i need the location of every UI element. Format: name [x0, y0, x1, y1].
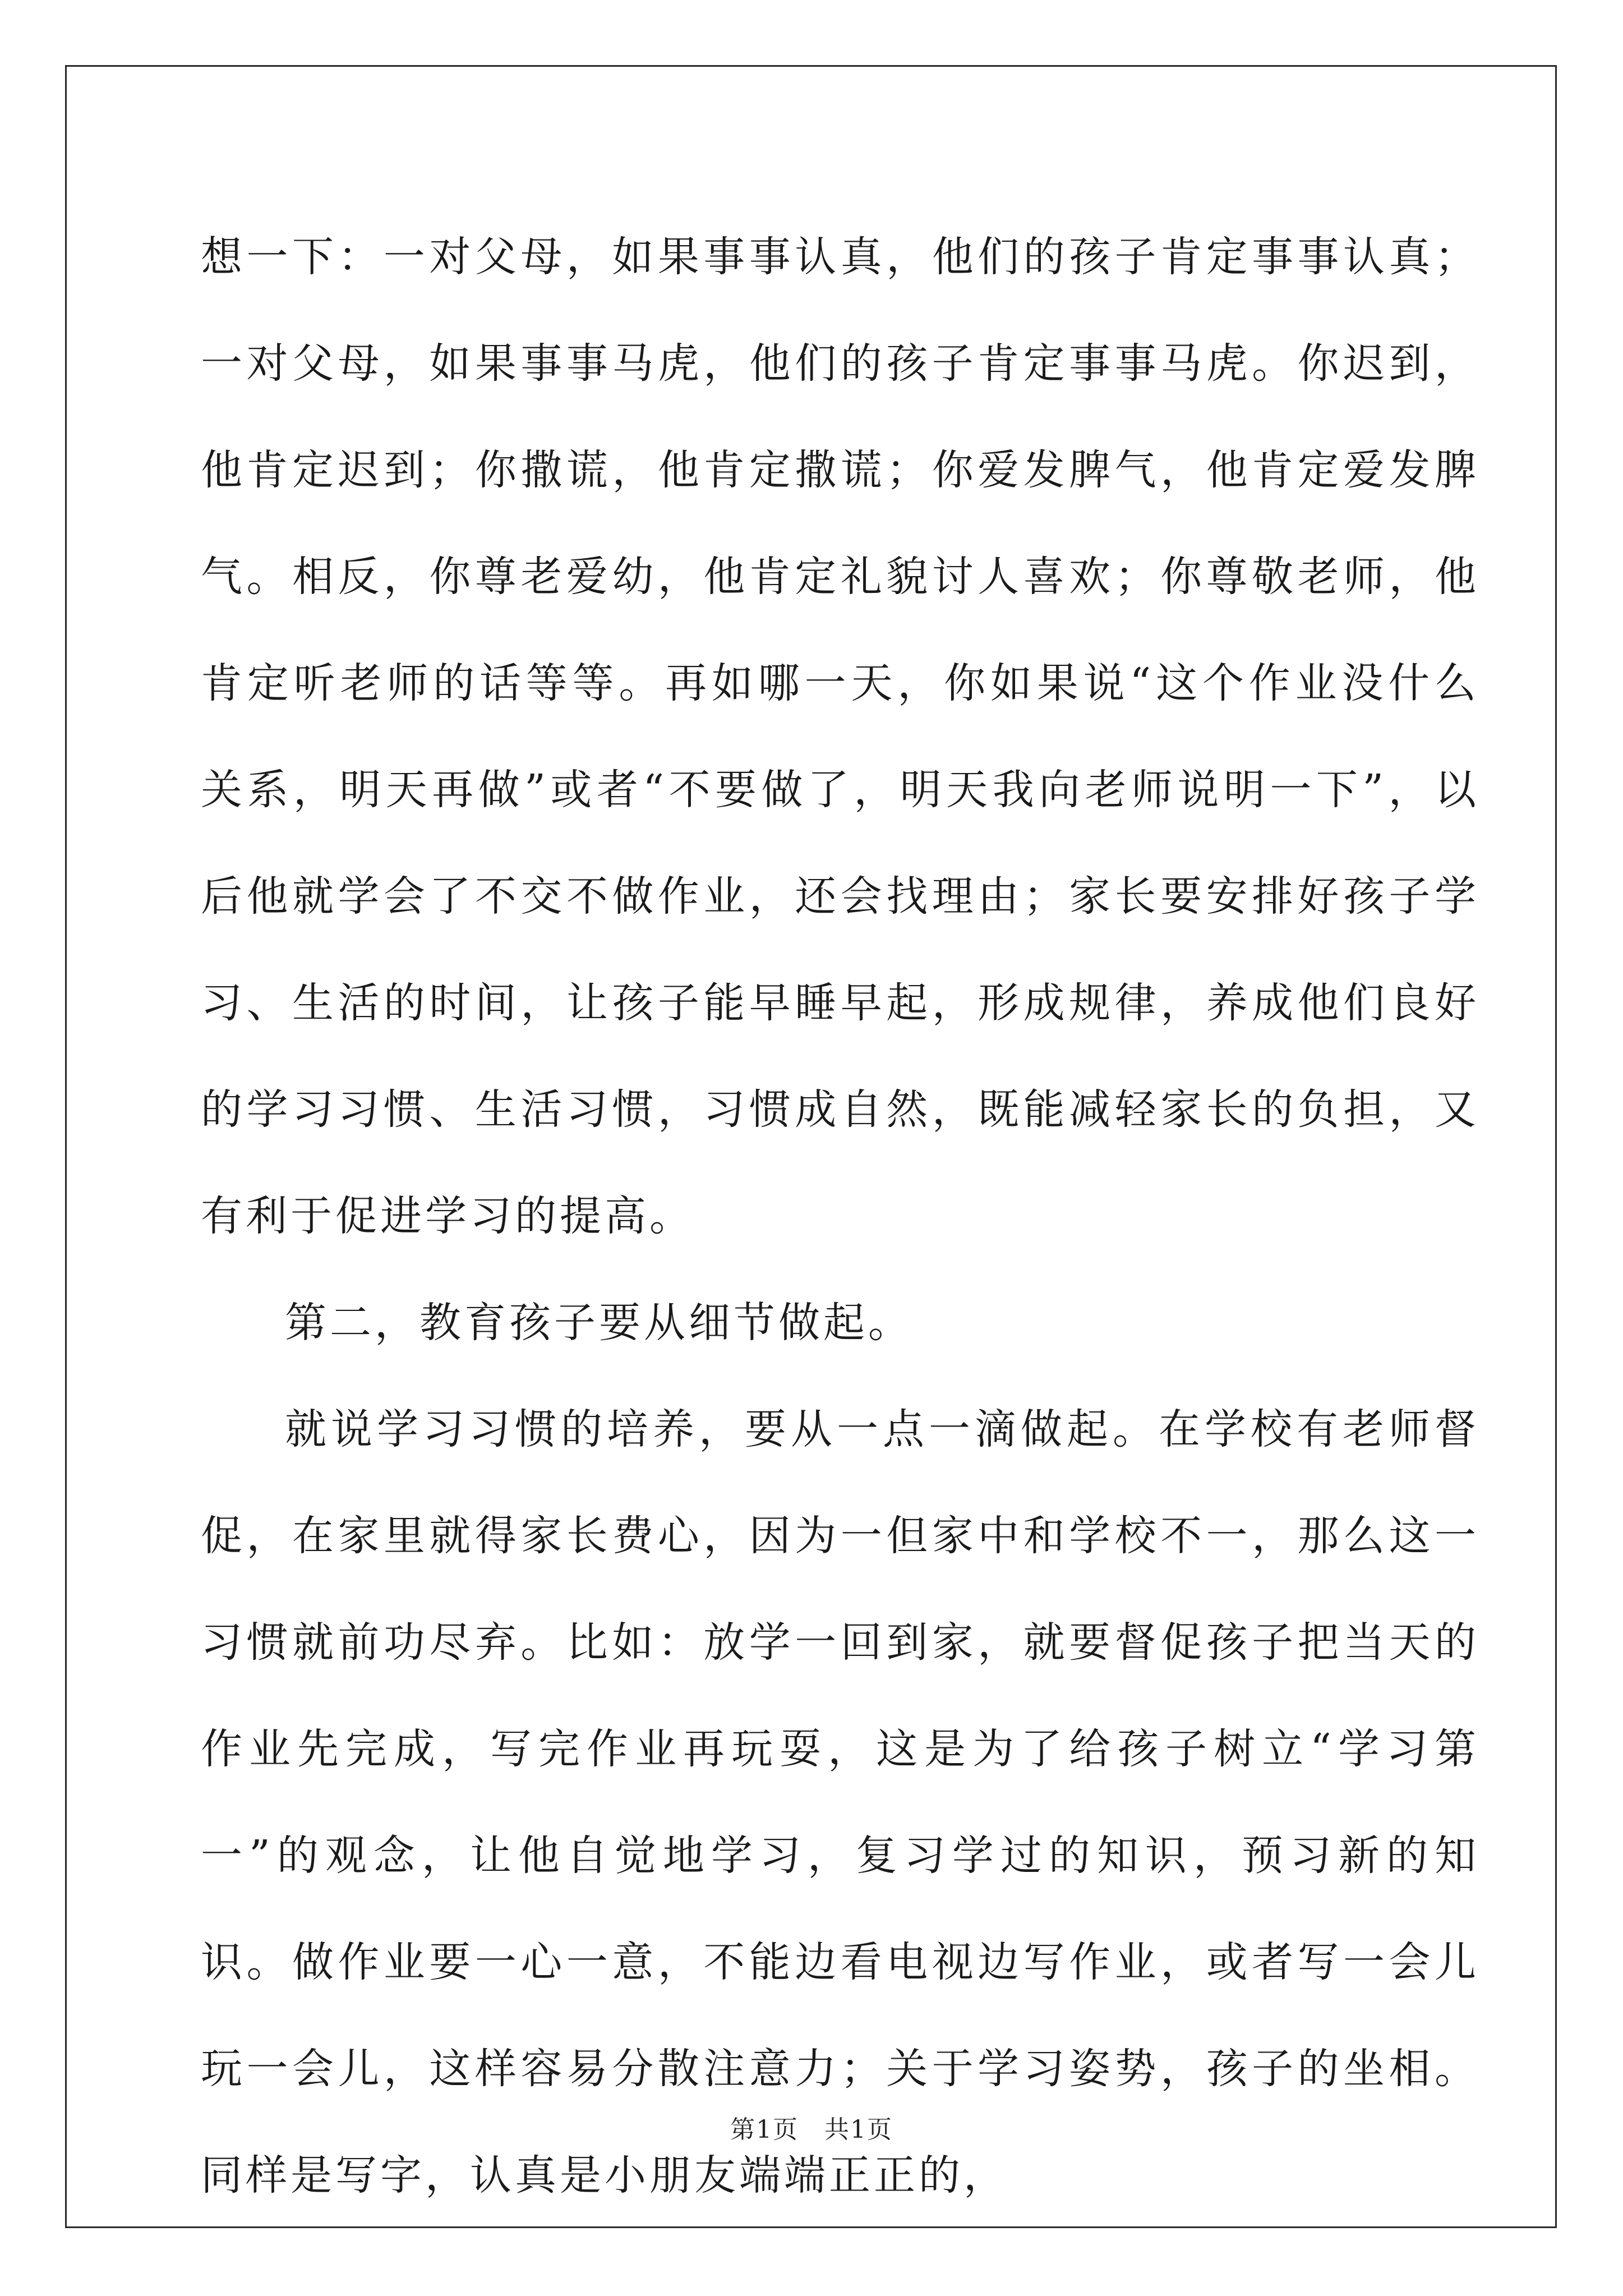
page-footer: 第1页 共1页 [730, 2115, 893, 2144]
document-body [201, 204, 1479, 2229]
paragraph-section-heading: 第二，教育孩子要从细节做起。 [285, 1299, 913, 1347]
paragraph-study-habits: 就说学习习惯的培养，要从一点一滴做起。在学校有老师督促，在家里就得家长费心，因为一但家中和学校不一，那么这一习惯就前功尽弃。比如：放学一回到家，就要督促孩子把当天的作业先完成，写完作业再玩耍，这是为了给孩子树立“学习第一”的观念，让他自觉地学习，复习学过的知识，预习新的知识。做作业要一心一意，不能边看电视边写作业，或者写一会儿玩一会儿，这样容易分散注意力；关于学习姿势，孩子的坐相。同样是写字，认真是小朋友端端正正的， [201, 1405, 1479, 2200]
paragraph-parents-example: 想一下：一对父母，如果事事认真，他们的孩子肯定事事认真；一对父母，如果事事马虎，他们的孩子肯定事事马虎。你迟到，他肯定迟到；你撒谎，他肯定撒谎；你爱发脾气，他肯定爱发脾气。相反，你尊老爱幼，他肯定礼貌讨人喜欢；你尊敬老师，他肯定听老师的话等等。再如哪一天，你如果说“这个作业没什么关系，明天再做”或者“不要做了，明天我向老师说明一下”，以后他就学会了不交不做作业，还会找理由；家长要安排好孩子学习、生活的时间，让孩子能早睡早起，形成规律，养成他们良好的学习习惯、生活习惯，习惯成自然，既能减轻家长的负担，又有利于促进学习的提高。 [201, 233, 1479, 1240]
